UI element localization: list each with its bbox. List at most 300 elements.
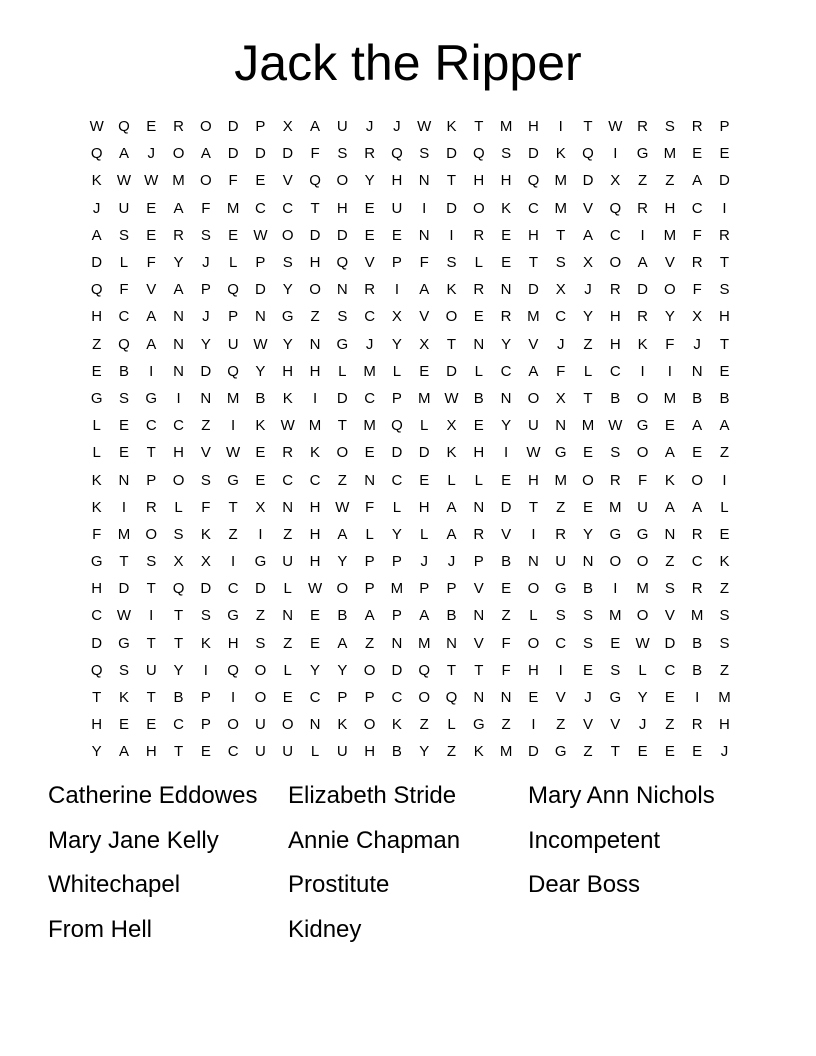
grid-letter: H xyxy=(309,525,321,543)
grid-letter: R xyxy=(173,118,184,136)
grid-letter: M xyxy=(308,417,322,435)
grid-letter: B xyxy=(582,580,593,598)
grid-letter: I xyxy=(667,362,672,380)
grid-letter: W xyxy=(526,444,541,462)
grid-letter: H xyxy=(719,716,730,734)
grid-letter: M xyxy=(554,199,567,217)
grid-letter: S xyxy=(337,308,348,326)
grid-letter: N xyxy=(391,634,403,652)
grid-letter: M xyxy=(390,580,404,598)
grid-letter: K xyxy=(637,335,648,353)
grid-letter: L xyxy=(365,525,374,543)
grid-letter: E xyxy=(364,226,375,244)
grid-letter: P xyxy=(391,389,402,407)
grid-letter: D xyxy=(719,172,730,190)
grid-letter: Y xyxy=(200,335,211,353)
grid-letter: P xyxy=(391,254,402,272)
grid-letter: D xyxy=(664,634,676,652)
grid-letter: Z xyxy=(201,417,211,435)
grid-letter: U xyxy=(391,199,403,217)
grid-letter: L xyxy=(474,254,483,272)
grid-letter: A xyxy=(173,281,184,299)
grid-letter: A xyxy=(118,743,129,761)
grid-letter: F xyxy=(228,172,238,190)
grid-letter: B xyxy=(173,689,184,707)
grid-letter: N xyxy=(118,471,130,489)
grid-letter: Y xyxy=(501,335,512,353)
grid-row xyxy=(83,303,739,330)
grid-letter: L xyxy=(392,362,402,380)
grid-letter: D xyxy=(391,444,403,462)
grid-letter: O xyxy=(609,553,622,571)
grid-row xyxy=(83,466,739,493)
grid-letter: F xyxy=(310,145,320,163)
grid-letter: R xyxy=(364,145,376,163)
grid-letter: I xyxy=(722,199,727,217)
grid-letter: S xyxy=(200,226,211,244)
grid-letter: O xyxy=(254,689,267,707)
grid-letter: C xyxy=(664,661,676,679)
grid-letter: Z xyxy=(255,607,266,625)
grid-letter: Z xyxy=(638,172,648,190)
grid-letter: P xyxy=(364,553,375,571)
grid-letter: R xyxy=(719,226,730,244)
grid-letter: N xyxy=(173,362,184,380)
grid-letter: M xyxy=(226,199,240,217)
grid-letter: Z xyxy=(283,634,293,652)
grid-letter: A xyxy=(419,607,430,625)
grid-row xyxy=(83,548,739,575)
grid-letter: S xyxy=(555,607,566,625)
grid-letter: Q xyxy=(227,362,239,380)
grid-letter: I xyxy=(449,226,454,244)
grid-letter: H xyxy=(473,444,485,462)
grid-letter: N xyxy=(364,471,376,489)
grid-letter: R xyxy=(637,199,648,217)
grid-letter: R xyxy=(500,308,512,326)
grid-letter: I xyxy=(531,716,536,734)
grid-letter: E xyxy=(719,525,730,543)
grid-letter: M xyxy=(609,498,622,516)
grid-letter: I xyxy=(203,661,208,679)
grid-letter: N xyxy=(309,335,321,353)
grid-letter: O xyxy=(200,172,212,190)
grid-letter: O xyxy=(418,689,431,707)
grid-letter: L xyxy=(92,417,101,435)
grid-letter: N xyxy=(282,498,294,516)
grid-letter: Z xyxy=(228,525,238,543)
grid-letter: E xyxy=(255,471,266,489)
grid-letter: C xyxy=(227,743,239,761)
grid-letter: V xyxy=(282,172,293,190)
grid-letter: Q xyxy=(309,172,321,190)
grid-letter: Q xyxy=(118,335,130,353)
grid-letter: F xyxy=(501,634,511,652)
grid-letter: V xyxy=(610,716,621,734)
grid-letter: X xyxy=(173,553,184,571)
grid-letter: Y xyxy=(173,661,184,679)
grid-letter: C xyxy=(555,634,567,652)
grid-letter: N xyxy=(309,716,321,734)
grid-letter: T xyxy=(446,661,457,679)
grid-letter: A xyxy=(200,145,211,163)
grid-row xyxy=(83,385,739,412)
grid-letter: S xyxy=(146,553,157,571)
grid-letter: Y xyxy=(582,308,593,326)
grid-letter: L xyxy=(283,661,292,679)
grid-letter: E xyxy=(146,199,157,217)
grid-letter: O xyxy=(527,634,540,652)
grid-letter: S xyxy=(582,634,593,652)
grid-letter: N xyxy=(200,389,212,407)
grid-letter: R xyxy=(691,118,703,136)
grid-letter: Q xyxy=(90,661,103,679)
grid-letter: L xyxy=(338,362,347,380)
grid-letter: H xyxy=(173,444,184,462)
grid-letter: Q xyxy=(391,417,403,435)
grid-letter: T xyxy=(446,172,457,190)
word-list-item: Elizabeth Stride xyxy=(288,782,457,809)
grid-letter: D xyxy=(336,226,348,244)
grid-letter: A xyxy=(91,226,102,244)
grid-letter: M xyxy=(117,525,131,543)
grid-letter: P xyxy=(228,308,239,326)
grid-letter: W xyxy=(116,172,132,190)
grid-letter: B xyxy=(692,634,703,652)
grid-letter: W xyxy=(253,226,268,244)
grid-letter: V xyxy=(473,634,484,652)
grid-letter: Q xyxy=(418,661,431,679)
grid-letter: G xyxy=(554,580,567,598)
grid-letter: D xyxy=(527,743,539,761)
grid-row xyxy=(83,167,739,194)
grid-letter: O xyxy=(336,580,349,598)
grid-row xyxy=(83,358,739,385)
grid-letter: A xyxy=(310,118,321,136)
grid-letter: L xyxy=(119,254,129,272)
grid-letter: Z xyxy=(665,553,675,571)
grid-letter: Z xyxy=(501,607,511,625)
grid-letter: E xyxy=(637,743,648,761)
grid-letter: E xyxy=(664,743,675,761)
grid-letter: R xyxy=(473,226,485,244)
grid-letter: G xyxy=(636,417,649,435)
grid-letter: E xyxy=(255,172,266,190)
grid-letter: T xyxy=(337,417,347,435)
grid-letter: G xyxy=(145,389,158,407)
grid-letter: R xyxy=(691,580,703,598)
grid-letter: Y xyxy=(501,417,512,435)
grid-letter: R xyxy=(691,525,703,543)
grid-letter: K xyxy=(200,634,211,652)
grid-letter: Q xyxy=(609,199,622,217)
grid-letter: Y xyxy=(419,743,430,761)
grid-letter: B xyxy=(692,389,703,407)
grid-letter: Q xyxy=(336,254,349,272)
grid-letter: U xyxy=(527,417,539,435)
grid-letter: T xyxy=(446,335,457,353)
grid-letter: H xyxy=(282,362,294,380)
grid-letter: E xyxy=(501,226,512,244)
grid-letter: T xyxy=(528,254,538,272)
grid-letter: A xyxy=(582,226,593,244)
grid-letter: W xyxy=(444,389,459,407)
grid-letter: E xyxy=(419,471,430,489)
grid-letter: J xyxy=(420,553,428,571)
word-list-item: Incompetent xyxy=(528,826,661,854)
grid-row xyxy=(83,521,739,548)
grid-letter: X xyxy=(419,335,430,353)
grid-letter: Y xyxy=(337,661,348,679)
grid-letter: G xyxy=(227,471,239,489)
grid-letter: K xyxy=(200,525,211,543)
grid-letter: A xyxy=(637,254,648,272)
grid-letter: E xyxy=(664,689,675,707)
grid-letter: K xyxy=(337,716,348,734)
grid-letter: Q xyxy=(118,118,130,136)
grid-letter: C xyxy=(527,199,539,217)
grid-letter: D xyxy=(446,145,457,163)
grid-row xyxy=(83,249,739,276)
grid-letter: A xyxy=(419,281,430,299)
grid-letter: G xyxy=(636,525,649,543)
grid-letter: Z xyxy=(719,661,730,679)
grid-letter: U xyxy=(282,743,294,761)
grid-letter: E xyxy=(419,362,430,380)
grid-letter: K xyxy=(719,553,730,571)
grid-letter: I xyxy=(231,689,236,707)
grid-letter: F xyxy=(692,281,702,299)
grid-letter: P xyxy=(391,553,402,571)
grid-letter: S xyxy=(118,389,129,407)
grid-letter: L xyxy=(720,498,729,516)
grid-letter: H xyxy=(418,498,430,516)
grid-letter: Z xyxy=(665,716,675,734)
grid-letter: W xyxy=(226,444,241,462)
grid-letter: N xyxy=(555,417,567,435)
grid-letter: M xyxy=(554,471,567,489)
grid-letter: A xyxy=(146,335,157,353)
grid-letter: A xyxy=(692,498,703,516)
grid-letter: D xyxy=(227,145,239,163)
grid-letter: T xyxy=(719,335,730,353)
grid-letter: M xyxy=(636,580,649,598)
grid-letter: L xyxy=(447,716,456,734)
grid-letter: C xyxy=(309,471,321,489)
grid-letter: A xyxy=(364,607,375,625)
grid-letter: K xyxy=(446,118,457,136)
grid-letter: D xyxy=(391,661,403,679)
grid-letter: Y xyxy=(173,254,184,272)
grid-letter: M xyxy=(663,226,677,244)
grid-row xyxy=(83,575,739,602)
word-list-item: From Hell xyxy=(48,915,153,943)
grid-letter: Q xyxy=(472,145,485,163)
grid-letter: P xyxy=(364,689,375,707)
grid-letter: G xyxy=(254,553,267,571)
grid-letter: R xyxy=(691,254,703,272)
grid-letter: J xyxy=(202,308,210,326)
grid-letter: A xyxy=(146,308,157,326)
grid-letter: M xyxy=(581,417,595,435)
grid-letter: A xyxy=(118,145,129,163)
grid-letter: J xyxy=(365,335,374,353)
grid-letter: O xyxy=(281,716,294,734)
grid-letter: X xyxy=(610,172,621,190)
grid-letter: W xyxy=(608,118,623,136)
grid-letter: Y xyxy=(310,661,321,679)
grid-letter: A xyxy=(446,525,457,543)
grid-letter: Z xyxy=(365,634,375,652)
grid-letter: E xyxy=(91,362,102,380)
grid-letter: C xyxy=(173,716,184,734)
grid-row xyxy=(83,276,739,303)
grid-letter: L xyxy=(638,661,647,679)
grid-letter: K xyxy=(91,471,102,489)
grid-letter: N xyxy=(282,607,294,625)
grid-letter: S xyxy=(173,525,184,543)
grid-letter: D xyxy=(91,254,103,272)
grid-letter: B xyxy=(719,389,730,407)
grid-letter: E xyxy=(118,417,129,435)
grid-letter: N xyxy=(418,226,430,244)
grid-letter: Y xyxy=(255,362,266,380)
grid-letter: L xyxy=(420,417,429,435)
grid-letter: I xyxy=(558,118,563,136)
grid-letter: S xyxy=(255,634,266,652)
grid-letter: K xyxy=(446,444,457,462)
grid-letter: M xyxy=(609,607,622,625)
grid-letter: F xyxy=(501,661,511,679)
grid-letter: I xyxy=(231,553,236,571)
grid-letter: D xyxy=(255,281,266,299)
grid-row xyxy=(83,439,739,466)
grid-letter: N xyxy=(255,308,266,326)
grid-letter: M xyxy=(499,118,513,136)
grid-letter: D xyxy=(255,580,266,598)
grid-letter: J xyxy=(393,118,401,136)
grid-letter: U xyxy=(255,716,266,734)
grid-letter: A xyxy=(692,417,703,435)
grid-letter: H xyxy=(527,471,539,489)
grid-letter: N xyxy=(418,172,430,190)
grid-letter: L xyxy=(92,444,101,462)
grid-letter: X xyxy=(446,417,457,435)
grid-letter: Y xyxy=(337,553,348,571)
grid-letter: I xyxy=(258,525,263,543)
grid-letter: E xyxy=(528,689,539,707)
grid-letter: T xyxy=(556,226,566,244)
grid-letter: I xyxy=(695,689,700,707)
grid-letter: O xyxy=(636,389,649,407)
grid-letter: R xyxy=(609,471,621,489)
grid-letter: H xyxy=(227,634,239,652)
grid-letter: E xyxy=(692,444,703,462)
grid-letter: N xyxy=(173,335,184,353)
grid-letter: O xyxy=(172,145,185,163)
grid-letter: V xyxy=(582,199,593,217)
grid-letter: Y xyxy=(391,335,402,353)
grid-letter: S xyxy=(582,607,593,625)
grid-row xyxy=(83,657,739,684)
grid-letter: G xyxy=(609,689,622,707)
grid-letter: E xyxy=(582,498,593,516)
grid-letter: Y xyxy=(391,525,402,543)
grid-letter: I xyxy=(504,444,509,462)
grid-letter: E xyxy=(310,607,321,625)
grid-letter: X xyxy=(200,553,211,571)
grid-letter: Q xyxy=(445,689,458,707)
grid-letter: Z xyxy=(583,743,593,761)
grid-letter: D xyxy=(282,145,294,163)
grid-letter: O xyxy=(472,199,485,217)
grid-letter: M xyxy=(663,389,677,407)
grid-row xyxy=(83,412,739,439)
grid-letter: V xyxy=(146,281,157,299)
grid-letter: X xyxy=(692,308,703,326)
grid-letter: K xyxy=(91,172,102,190)
grid-letter: E xyxy=(282,689,293,707)
grid-letter: H xyxy=(473,172,485,190)
grid-letter: V xyxy=(664,607,675,625)
grid-letter: D xyxy=(637,281,648,299)
grid-letter: O xyxy=(582,471,594,489)
grid-letter: I xyxy=(231,417,236,435)
word-list-item: Mary Jane Kelly xyxy=(48,826,219,854)
grid-letter: W xyxy=(116,607,132,625)
puzzle-title: Jack the Ripper xyxy=(234,35,582,91)
grid-letter: E xyxy=(364,444,375,462)
grid-letter: C xyxy=(309,689,321,707)
grid-letter: X xyxy=(391,308,402,326)
grid-row xyxy=(83,711,739,738)
grid-letter: I xyxy=(149,362,154,380)
grid-letter: R xyxy=(637,308,648,326)
grid-letter: O xyxy=(172,471,185,489)
grid-letter: U xyxy=(282,553,294,571)
grid-letter: V xyxy=(473,580,484,598)
grid-letter: I xyxy=(176,389,181,407)
grid-letter: L xyxy=(174,498,183,516)
grid-letter: K xyxy=(446,281,457,299)
grid-row xyxy=(83,222,739,249)
grid-letter: C xyxy=(609,362,621,380)
grid-letter: P xyxy=(200,716,211,734)
grid-letter: S xyxy=(719,607,730,625)
grid-letter: E xyxy=(719,362,730,380)
grid-letter: J xyxy=(584,281,592,299)
grid-letter: U xyxy=(255,743,266,761)
grid-letter: C xyxy=(691,553,703,571)
grid-letter: I xyxy=(640,226,645,244)
grid-letter: B xyxy=(473,389,484,407)
grid-letter: S xyxy=(664,580,675,598)
grid-letter: N xyxy=(473,498,485,516)
grid-letter: S xyxy=(501,145,512,163)
grid-letter: B xyxy=(255,389,266,407)
grid-letter: D xyxy=(336,389,348,407)
grid-letter: F xyxy=(146,254,156,272)
grid-letter: E xyxy=(228,226,239,244)
grid-letter: H xyxy=(527,226,539,244)
grid-letter: Z xyxy=(556,498,566,516)
grid-letter: I xyxy=(558,661,563,679)
grid-letter: F xyxy=(556,362,566,380)
grid-letter: F xyxy=(365,498,375,516)
grid-letter: T xyxy=(173,743,184,761)
grid-letter: P xyxy=(146,471,157,489)
grid-letter: S xyxy=(719,281,730,299)
